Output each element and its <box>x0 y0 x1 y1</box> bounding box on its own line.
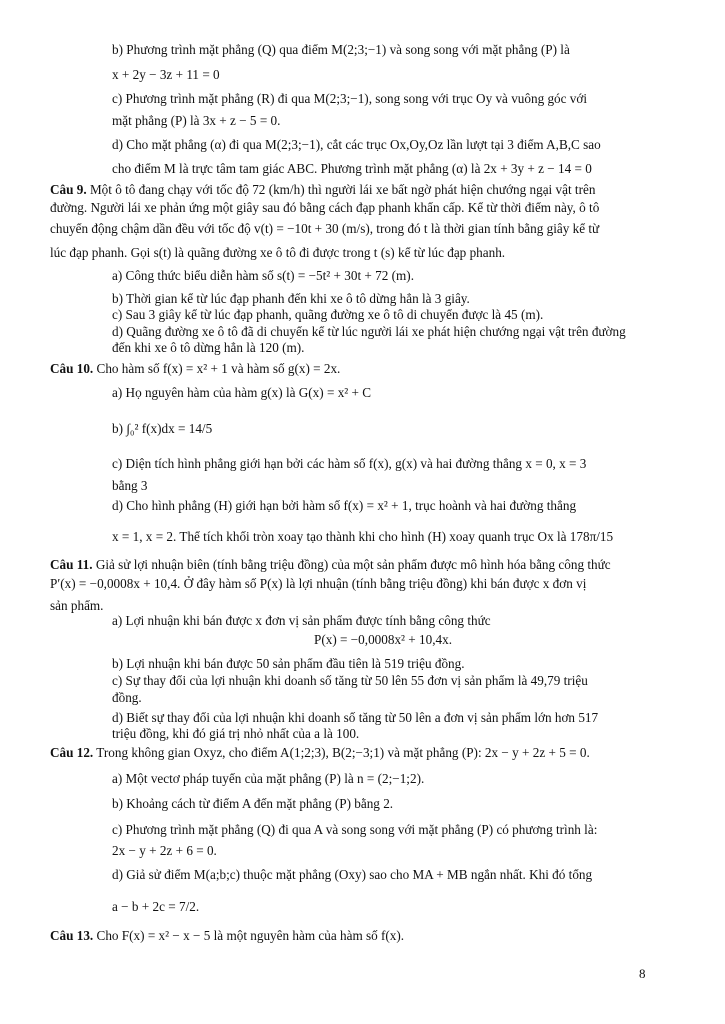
text-line: d) Biết sự thay đổi của lợi nhuận khi doanh số tăng từ 50 lên a đơn vị sản phẩm lớn hơn 517 <box>112 710 599 725</box>
question-13-intro <box>50 928 404 944</box>
text-line: đến khi xe ô tô dừng hẳn là 120 (m). <box>112 340 305 355</box>
text-line: c) Phương trình mặt phẳng (Q) đi qua A và song song với mặt phẳng (P) có phương trình là: <box>112 822 598 837</box>
text-line: a − b + 2c = 7/2. <box>112 899 200 914</box>
text-line: c) Sau 3 giây kể từ lúc đạp phanh, quãng đường xe ô tô di chuyển được là 45 (m). <box>112 307 544 322</box>
text-line: c) Sự thay đổi của lợi nhuận khi doanh số tăng từ 50 lên 55 đơn vị sản phẩm là 49,79 triệu <box>112 673 588 688</box>
text-line: d) Giả sử điểm M(a;b;c) thuộc mặt phẳng (Oxy) sao cho MA + MB ngắn nhất. Khi đó tổng <box>112 867 593 882</box>
text-line: triệu đồng, khi đó giá trị nhỏ nhất của a là 100. <box>112 726 360 741</box>
text-line: d) Cho mặt phẳng (α) đi qua M(2;3;−1), cắt các trục Ox,Oy,Oz lần lượt tại 3 điểm A,B,C sao <box>112 137 601 152</box>
question-label: Câu 10. <box>50 361 94 376</box>
text-line: chuyển động chậm dần đều với tốc độ v(t) = −10t + 30 (m/s), trong đó t là thời gian tính bằng giây kể từ <box>50 221 600 236</box>
text-line: Cho F(x) = x² − x − 5 là một nguyên hàm của hàm số f(x). <box>93 928 405 943</box>
text-line: cho điểm M là trực tâm tam giác ABC. Phương trình mặt phẳng (α) là 2x + 3y + z − 14 = 0 <box>112 161 592 176</box>
text-line: Cho hàm số f(x) = x² + 1 và hàm số g(x) = 2x. <box>93 361 341 376</box>
text-line: c) Diện tích hình phẳng giới hạn bởi các hàm số f(x), g(x) và hai đường thẳng x = 0, x = 3 <box>112 456 587 471</box>
text-line: b) Khoảng cách từ điểm A đến mặt phẳng (P) bằng 2. <box>112 796 394 811</box>
text-line: a) Lợi nhuận khi bán được x đơn vị sản phẩm được tính bằng công thức <box>112 613 491 628</box>
text-line: đồng. <box>112 690 142 705</box>
question-label: Câu 9. <box>50 182 87 197</box>
text-line: b) ∫₀² f(x)dx = 14/5 <box>112 421 213 436</box>
text-line: x + 2y − 3z + 11 = 0 <box>112 67 220 82</box>
text-line: x = 1, x = 2. Thể tích khối tròn xoay tạo thành khi cho hình (H) xoay quanh trục Ox là 178π/15 <box>112 529 614 544</box>
text-line: b) Thời gian kể từ lúc đạp phanh đến khi xe ô tô dừng hẳn là 3 giây. <box>112 291 470 306</box>
text-line: a) Một vectơ pháp tuyến của mặt phẳng (P) là n = (2;−1;2). <box>112 771 425 786</box>
question-12-intro <box>50 745 590 761</box>
question-label: Câu 12. <box>50 745 94 760</box>
text-line: sản phẩm. <box>50 598 104 613</box>
text-line: lúc đạp phanh. Gọi s(t) là quãng đường xe ô tô đi được trong t (s) kể từ lúc đạp phanh. <box>50 245 506 260</box>
text-line: P′(x) = −0,0008x + 10,4. Ở đây hàm số P(x) là lợi nhuận (tính bằng triệu đồng) khi bán được x đơn vị <box>50 576 587 591</box>
question-10-intro <box>50 361 340 377</box>
text-line: b) Lợi nhuận khi bán được 50 sản phẩm đầu tiên là 519 triệu đồng. <box>112 656 465 671</box>
text-line: a) Công thức biểu diễn hàm số s(t) = −5t² + 30t + 72 (m). <box>112 268 414 283</box>
text-line: a) Họ nguyên hàm của hàm g(x) là G(x) = x² + C <box>112 385 372 400</box>
text-line: Giả sử lợi nhuận biên (tính bằng triệu đồng) của một sản phẩm được mô hình hóa bằng công thức <box>92 557 611 572</box>
question-label: Câu 13. <box>50 928 94 943</box>
text-line: 2x − y + 2z + 6 = 0. <box>112 843 217 858</box>
text-line: c) Phương trình mặt phẳng (R) đi qua M(2;3;−1), song song với trục Oy và vuông góc với <box>112 91 588 106</box>
text-line: d) Cho hình phẳng (H) giới hạn bởi hàm số f(x) = x² + 1, trục hoành và hai đường thẳng <box>112 498 577 513</box>
text-line: P(x) = −0,0008x² + 10,4x. <box>314 632 452 647</box>
text-line: bằng 3 <box>112 478 148 493</box>
text-line: d) Quãng đường xe ô tô đã di chuyển kể từ lúc người lái xe phát hiện chướng ngại vật trên đường <box>112 324 626 339</box>
question-9-intro <box>50 182 595 198</box>
text-line: đường. Người lái xe phản ứng một giây sau đó bằng cách đạp phanh khẩn cấp. Kể từ thời điểm này, ô tô <box>50 200 600 215</box>
text-line: mặt phẳng (P) là 3x + z − 5 = 0. <box>112 113 281 128</box>
question-label: Câu 11. <box>50 557 93 572</box>
page-number: 8 <box>639 966 646 981</box>
question-11-intro <box>50 557 611 573</box>
text-line: Trong không gian Oxyz, cho điểm A(1;2;3), B(2;−3;1) và mặt phẳng (P): 2x − y + 2z + 5 = 0. <box>93 745 590 760</box>
text-line: b) Phương trình mặt phẳng (Q) qua điểm M(2;3;−1) và song song với mặt phẳng (P) là <box>112 42 570 57</box>
text-line: Một ô tô đang chạy với tốc độ 72 (km/h) thì người lái xe bất ngờ phát hiện chướng ngại vật trên <box>86 182 596 197</box>
